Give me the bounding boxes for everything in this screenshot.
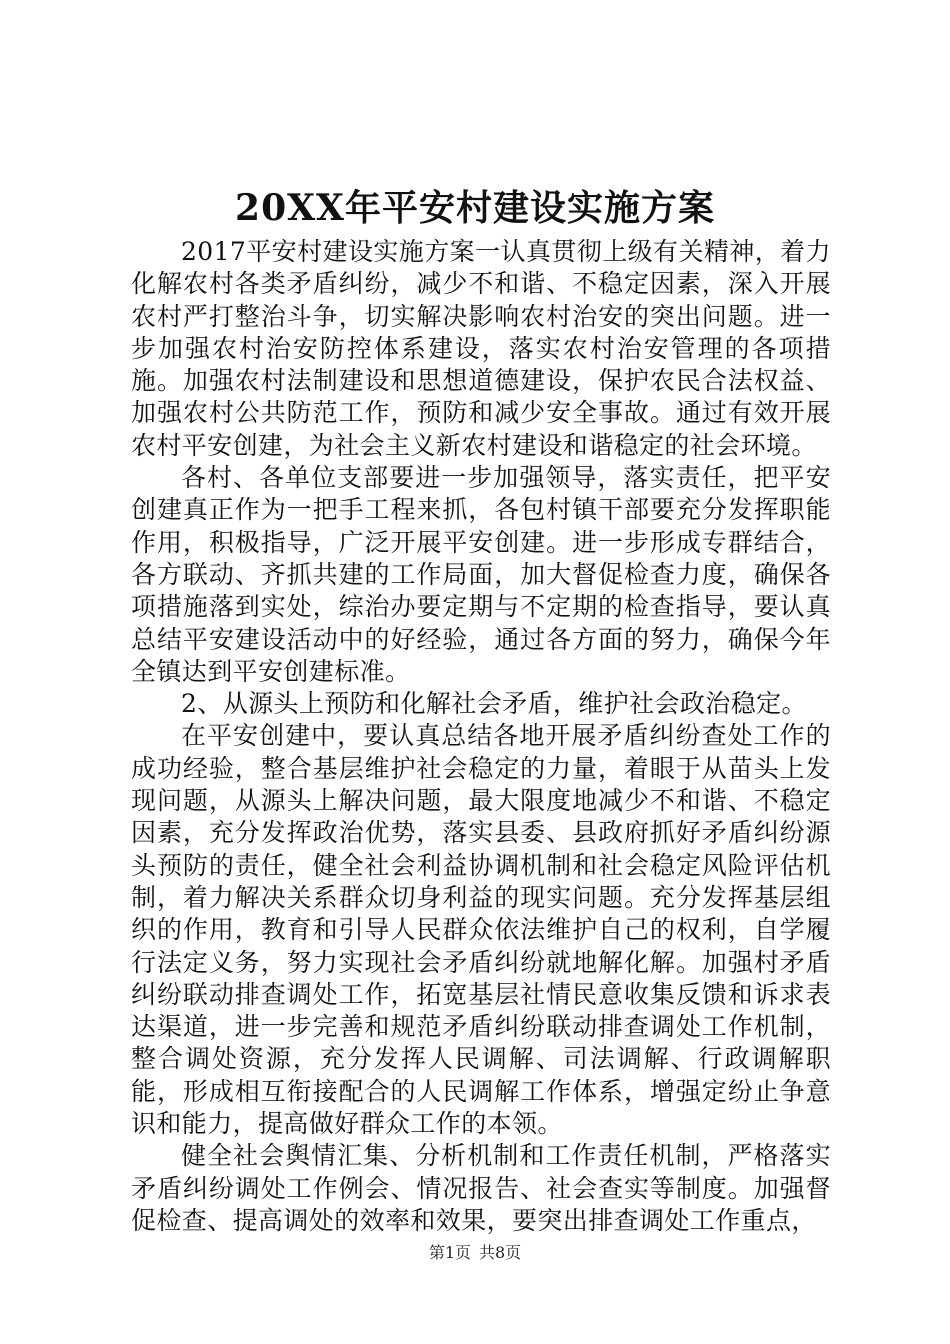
- paragraph-conflict-resolution: 在平安创建中，要认真总结各地开展矛盾纠纷查处工作的成功经验，整合基层维护社会稳定的力量，着眼于从苗头上发现问题，从源头上解决问题，最大限度地减少不和谐、不稳定因素，充分发挥政治优势，落实县委、县政府抓好矛盾纠纷源头预防的责任，健全社会利益协调机制和社会稳定风险评估机制，着力解决关系群众切身利益的现实问题。充分发挥基层组织的作用，教育和引导人民群众依法维护自己的权利，自学履行法定义务，努力实现社会矛盾纠纷就地解化解。加强村矛盾纠纷联动排查调处工作，拓宽基层社情民意收集反馈和诉求表达渠道，进一步完善和规范矛盾纠纷联动排查调处工作机制，整合调处资源，充分发挥人民调解、司法调解、行政调解职能，形成相互衔接配合的人民调解工作体系，增强定纷止争意识和能力，提高做好群众工作的本领。: [131, 721, 831, 1139]
- document-body: [131, 236, 831, 1237]
- paragraph-leadership: 各村、各单位支部要进一步加强领导，落实责任，把平安创建真正作为一把手工程来抓，各包村镇干部要充分发挥职能作用，积极指导，广泛开展平安创建。进一步形成专群结合，各方联动、齐抓共建的工作局面，加大督促检查力度，确保各项措施落到实处，综治办要定期与不定期的检查指导，要认真总结平安建设活动中的好经验，通过各方面的努力，确保今年全镇达到平安创建标准。: [131, 463, 831, 686]
- paragraph-public-opinion: 健全社会舆情汇集、分析机制和工作责任机制，严格落实矛盾纠纷调处工作例会、情况报告、社会查实等制度。加强督促检查、提高调处的效率和效果，要突出排查调处工作重点，: [131, 1141, 831, 1235]
- page-total: 共8页: [479, 1243, 522, 1262]
- section-heading-2: 2、从源头上预防和化解社会矛盾，维护社会政治稳定。: [181, 689, 807, 719]
- page-footer: [0, 1242, 950, 1264]
- page-number: 第1页: [428, 1243, 471, 1262]
- document-title: 20XX年平安村建设实施方案: [235, 187, 715, 229]
- paragraph-intro: 2017平安村建设实施方案一认真贯彻上级有关精神，着力化解农村各类矛盾纠纷，减少不和谐、不稳定因素，深入开展农村严打整治斗争，切实解决影响农村治安的突出问题。进一步加强农村治安防控体系建设，落实农村治安管理的各项措施。加强农村法制建设和思想道德建设，保护农民合法权益、加强农村公共防范工作，预防和减少安全事故。通过有效开展农村平安创建，为社会主义新农村建设和谐稳定的社会环境。: [131, 237, 831, 460]
